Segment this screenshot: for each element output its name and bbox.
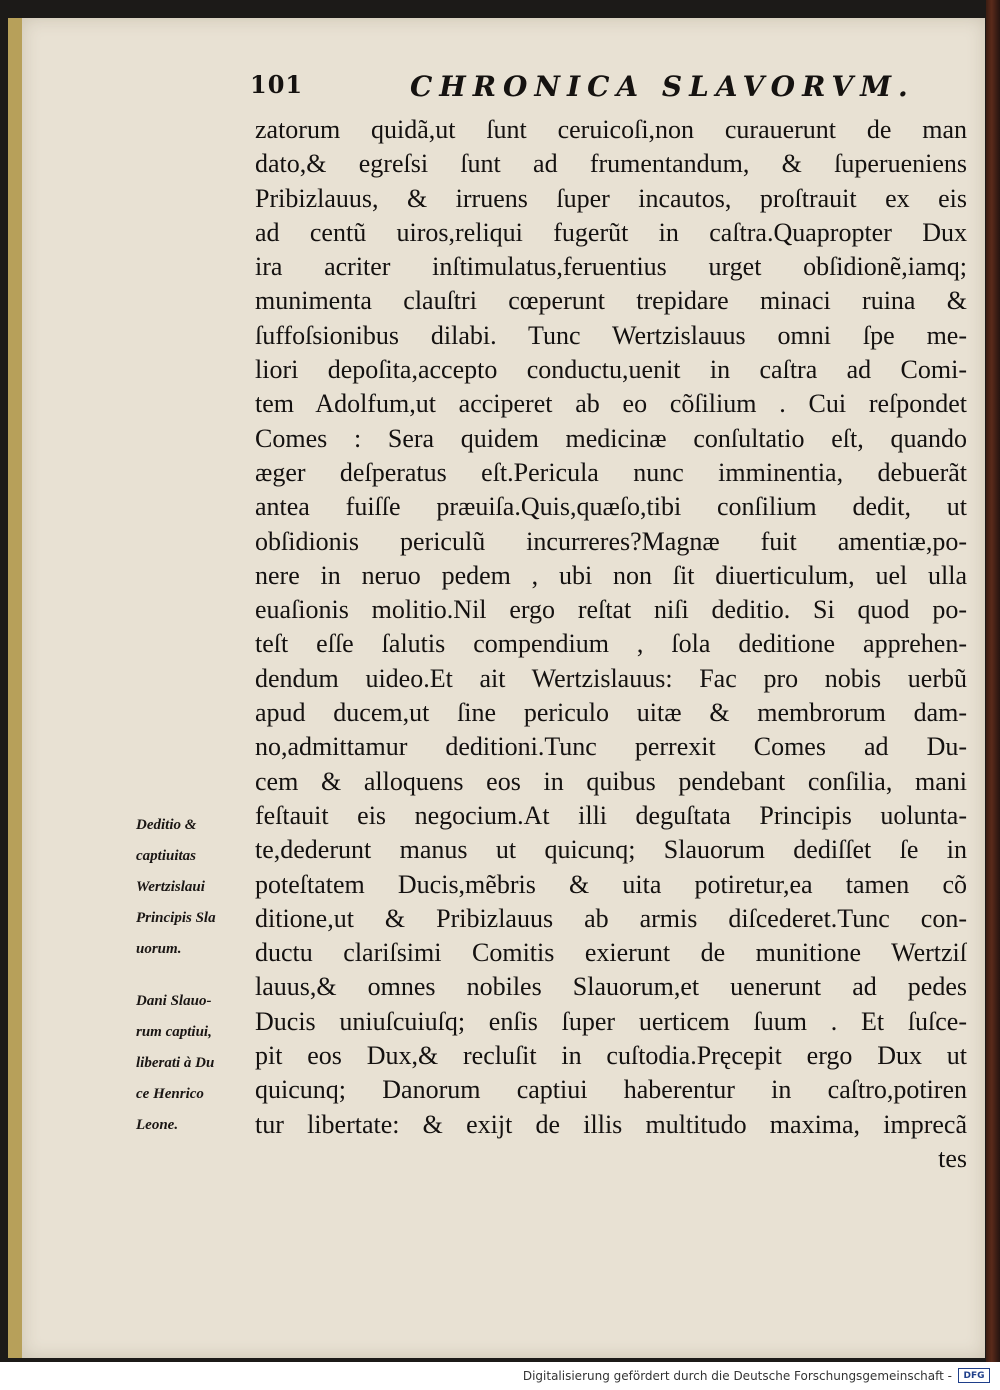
text-line: teſt eſſe ſalutis compendium , ſola deditione apprehen- [255, 629, 967, 659]
book-cover-edge [986, 0, 1000, 1362]
margin-note-line: ce Henrico [136, 1086, 204, 1102]
dfg-logo-icon: DFG [958, 1368, 990, 1383]
page-header [250, 70, 915, 110]
margin-note-line: liberati à Du [136, 1055, 215, 1071]
margin-note-line: Deditio & [136, 817, 197, 833]
text-line: dendum uideo.Et ait Wertzislauus: Fac pro nobis uerbũ [255, 663, 967, 693]
text-line: lauus,& omnes nobiles Slauorum,et uenerunt ad pedes [255, 972, 967, 1002]
text-line: Pribizlauus, & irruens ſuper incautos, proſtrauit ex eis [255, 183, 967, 213]
text-line: munimenta clauſtri cœperunt trepidare minaci ruina & [255, 286, 967, 316]
text-line: tur libertate: & exijt de illis multitudo maxima, imprecã [255, 1109, 967, 1139]
text-line: dato,& egreſsi ſunt ad frumentandum, & ſuperueniens [255, 149, 967, 179]
page-number: 101 [250, 70, 304, 99]
margin-note-line: rum captiui, [136, 1024, 212, 1040]
margin-note-line: Principis Sla [136, 910, 216, 926]
text-line: antea fuiſſe præuiſa.Quis,quæſo,tibi conſilium dedit, ut [255, 492, 967, 522]
text-line: apud ducem,ut ſine periculo uitæ & membrorum dam- [255, 698, 967, 728]
text-line: cem & alloquens eos in quibus pendebant conſilia, mani [255, 766, 967, 796]
margin-note-line: captiuitas [136, 848, 197, 864]
text-line: te,dederunt manus ut quicunq; Slauorum dediſſet ſe in [255, 835, 967, 865]
text-line: feſtauit eis negocium.At illi deguſtata Principis uolunta- [255, 800, 967, 830]
main-text-block [255, 113, 967, 1176]
margin-note-dani [136, 986, 256, 1141]
text-line: ira acriter inſtimulatus,feruentius urget obſidionẽ,iamq; [255, 252, 967, 282]
text-line: æger deſperatus eſt.Pericula nunc imminentia, debuerãt [255, 457, 967, 487]
catchword: tes [938, 1143, 967, 1173]
running-title: CHRONICA SLAVORVM. [410, 70, 915, 103]
margin-note-line: Leone. [136, 1117, 179, 1133]
text-line: no,admittamur deditioni.Tunc perrexit Comes ad Du- [255, 732, 967, 762]
text-line: poteſtatem Ducis,mẽbris & uita potiretur,ea tamen cõ [255, 869, 967, 899]
text-line: Comes : Sera quidem medicinæ conſultatio eſt, quando [255, 423, 967, 453]
funding-credit: Digitalisierung gefördert durch die Deutsche Forschungsgemeinschaft - [522, 1369, 952, 1383]
text-line: tem Adolfum,ut acciperet ab eo cõſilium . Cui reſpondet [255, 389, 967, 419]
margin-note-line: Wertzislaui [136, 879, 205, 895]
text-line: Ducis uniuſcuiuſq; enſis ſuper uerticem ſuum . Et ſuſce- [255, 1006, 967, 1036]
text-line: ſuffoſsionibus dilabi. Tunc Wertzislauus omni ſpe me- [255, 320, 967, 350]
margin-note-line: Dani Slauo- [136, 993, 212, 1009]
text-line: ad centũ uiros,reliqui fugerũt in caſtra.Quapropter Dux [255, 217, 967, 247]
text-line: liori depoſita,accepto conductu,uenit in caſtra ad Comi- [255, 355, 967, 385]
text-line: euaſionis molitio.Nil ergo reſtat niſi deditio. Si quod po- [255, 595, 967, 625]
text-line: pit eos Dux,& recluſit in cuſtodia.Pręcepit ergo Dux ut [255, 1041, 967, 1071]
margin-note-deditio [136, 810, 256, 965]
margin-note-line: uorum. [136, 941, 182, 957]
text-line: ductu clariſsimi Comitis exierunt de munitione Wertziſ [255, 938, 967, 968]
footer-bar [0, 1362, 1000, 1390]
text-line: quicunq; Danorum captiui haberentur in caſtro,potiren [255, 1075, 967, 1105]
text-line: ditione,ut & Pribizlauus ab armis diſcederet.Tunc con- [255, 903, 967, 933]
text-line: zatorum quidã,ut ſunt ceruicoſi,non curauerunt de man [255, 115, 967, 144]
text-line: obſidionis periculũ incurreres?Magnæ fuit amentiæ,po- [255, 526, 967, 556]
text-line: nere in neruo pedem , ubi non ſit diuerticulum, uel ulla [255, 560, 967, 590]
